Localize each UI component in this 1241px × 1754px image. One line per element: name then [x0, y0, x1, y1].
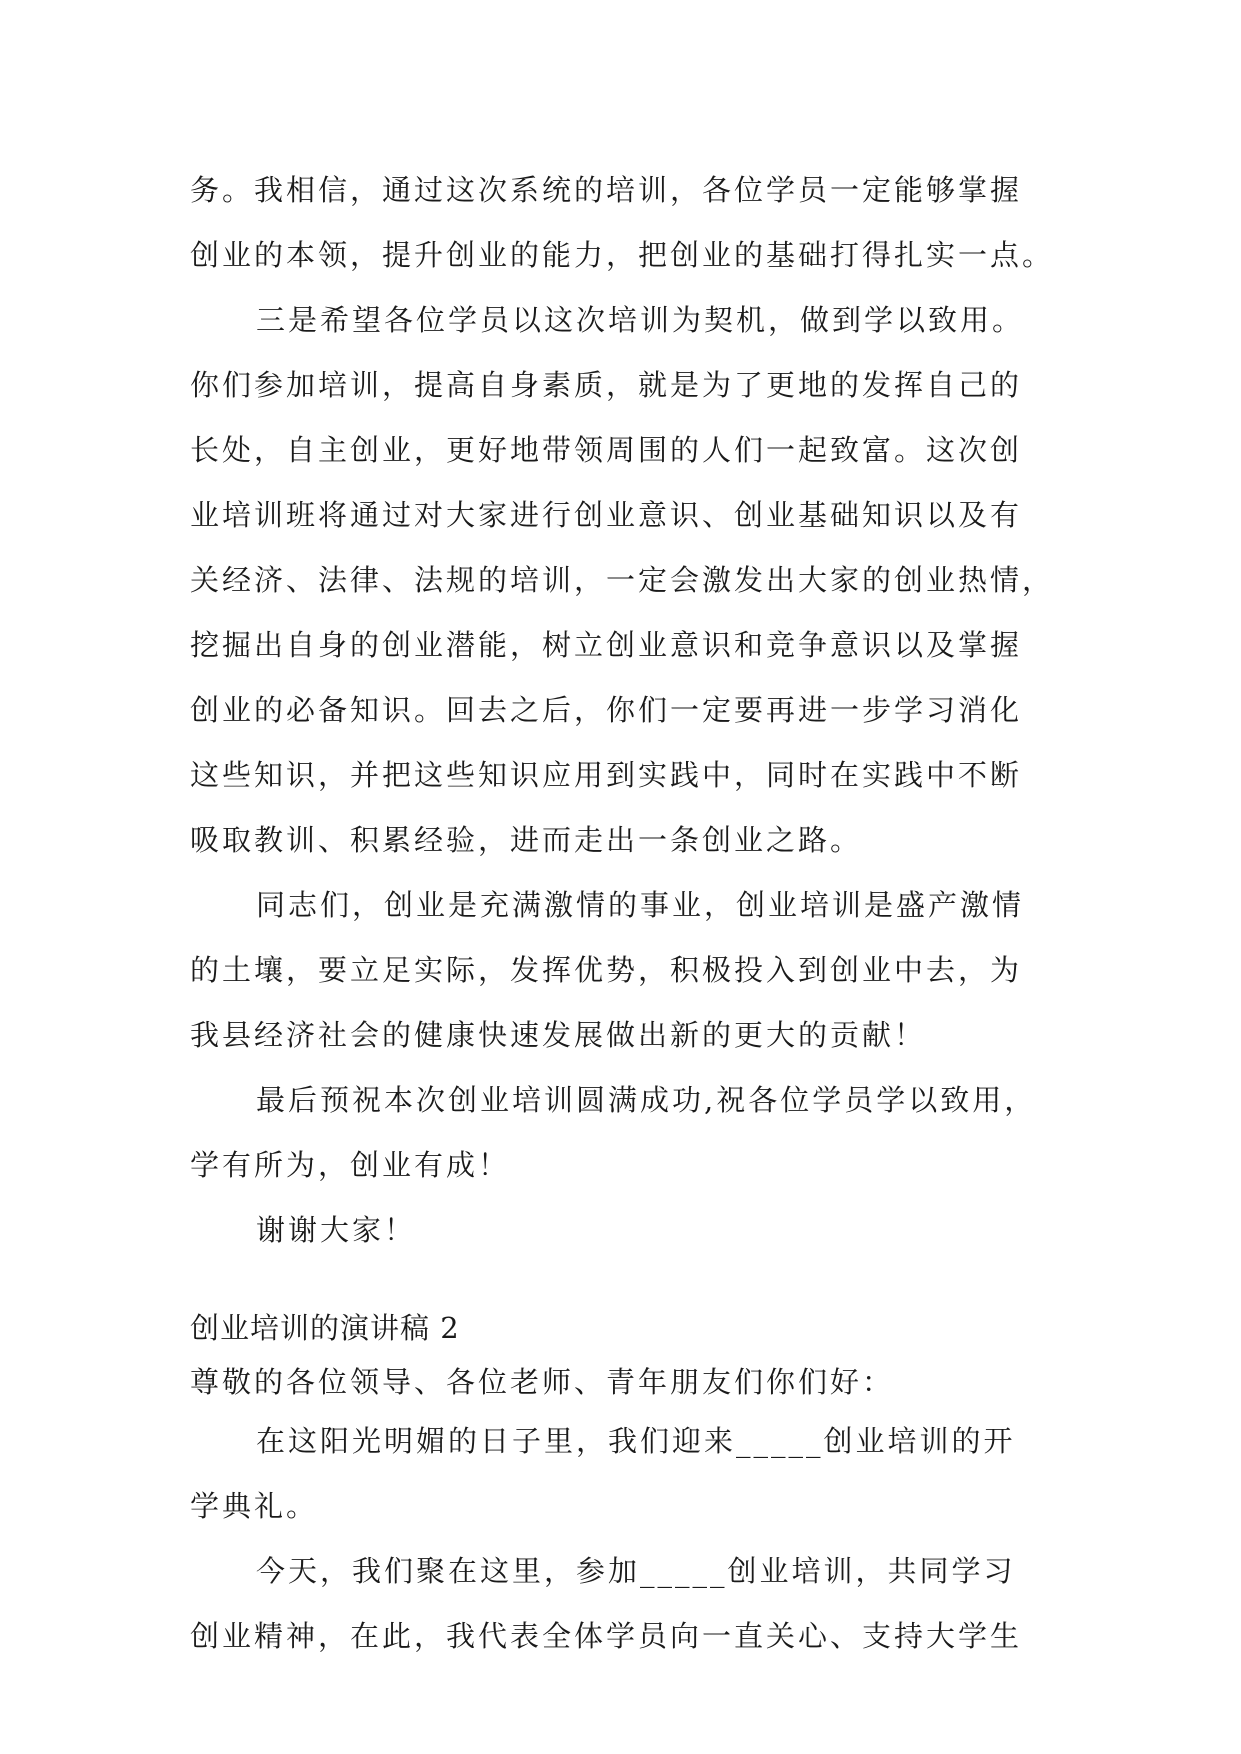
- section-gap: [190, 1263, 1070, 1301]
- text-line: 学典礼。: [190, 1489, 319, 1523]
- salutation: 尊敬的各位领导、各位老师、青年朋友们你们好：: [190, 1365, 895, 1399]
- text-line: 关经济、法律、法规的培训，一定会激发出大家的创业热情，: [190, 563, 1055, 597]
- text-line: 务。我相信，通过这次系统的培训，各位学员一定能够掌握: [190, 173, 1023, 207]
- text-line: 吸取教训、积累经验，进而走出一条创业之路。: [190, 823, 863, 857]
- section-title: 创业培训的演讲稿 2: [190, 1311, 460, 1345]
- text-line: 挖掘出自身的创业潜能，树立创业意识和竞争意识以及掌握: [190, 628, 1023, 662]
- text-line: 业培训班将通过对大家进行创业意识、创业基础知识以及有: [190, 498, 1023, 532]
- text-line: 你们参加培训，提高自身素质，就是为了更地的发挥自己的: [190, 368, 1023, 402]
- text-line: 谢谢大家！: [256, 1213, 417, 1247]
- text-line: 最后预祝本次创业培训圆满成功,祝各位学员学以致用，: [256, 1083, 1037, 1117]
- speech-1-body: [190, 158, 1070, 1263]
- text-line: 我县经济社会的健康快速发展做出新的更大的贡献！: [190, 1018, 927, 1052]
- text-line: 学有所为，创业有成！: [190, 1148, 511, 1182]
- text-line: 长处，自主创业，更好地带领周围的人们一起致富。这次创: [190, 433, 1023, 467]
- text-line: 今天，我们聚在这里，参加_____创业培训，共同学习: [256, 1554, 1016, 1588]
- text-line: 同志们，创业是充满激情的事业，创业培训是盛产激情: [256, 888, 1025, 922]
- text-line: 在这阳光明媚的日子里，我们迎来_____创业培训的开: [256, 1424, 1016, 1458]
- text-line: 创业精神，在此，我代表全体学员向一直关心、支持大学生: [190, 1619, 1023, 1653]
- text-line: 三是希望各位学员以这次培训为契机，做到学以致用。: [256, 303, 1025, 337]
- text-line: 的土壤，要立足实际，发挥优势，积极投入到创业中去，为: [190, 953, 1023, 987]
- text-line: 这些知识，并把这些知识应用到实践中，同时在实践中不断: [190, 758, 1023, 792]
- document-body: [190, 158, 1070, 1669]
- text-line: 创业的必备知识。回去之后，你们一定要再进一步学习消化: [190, 693, 1023, 727]
- text-line: 创业的本领，提升创业的能力，把创业的基础打得扎实一点。: [190, 238, 1055, 272]
- speech-2-body: [190, 1409, 1070, 1669]
